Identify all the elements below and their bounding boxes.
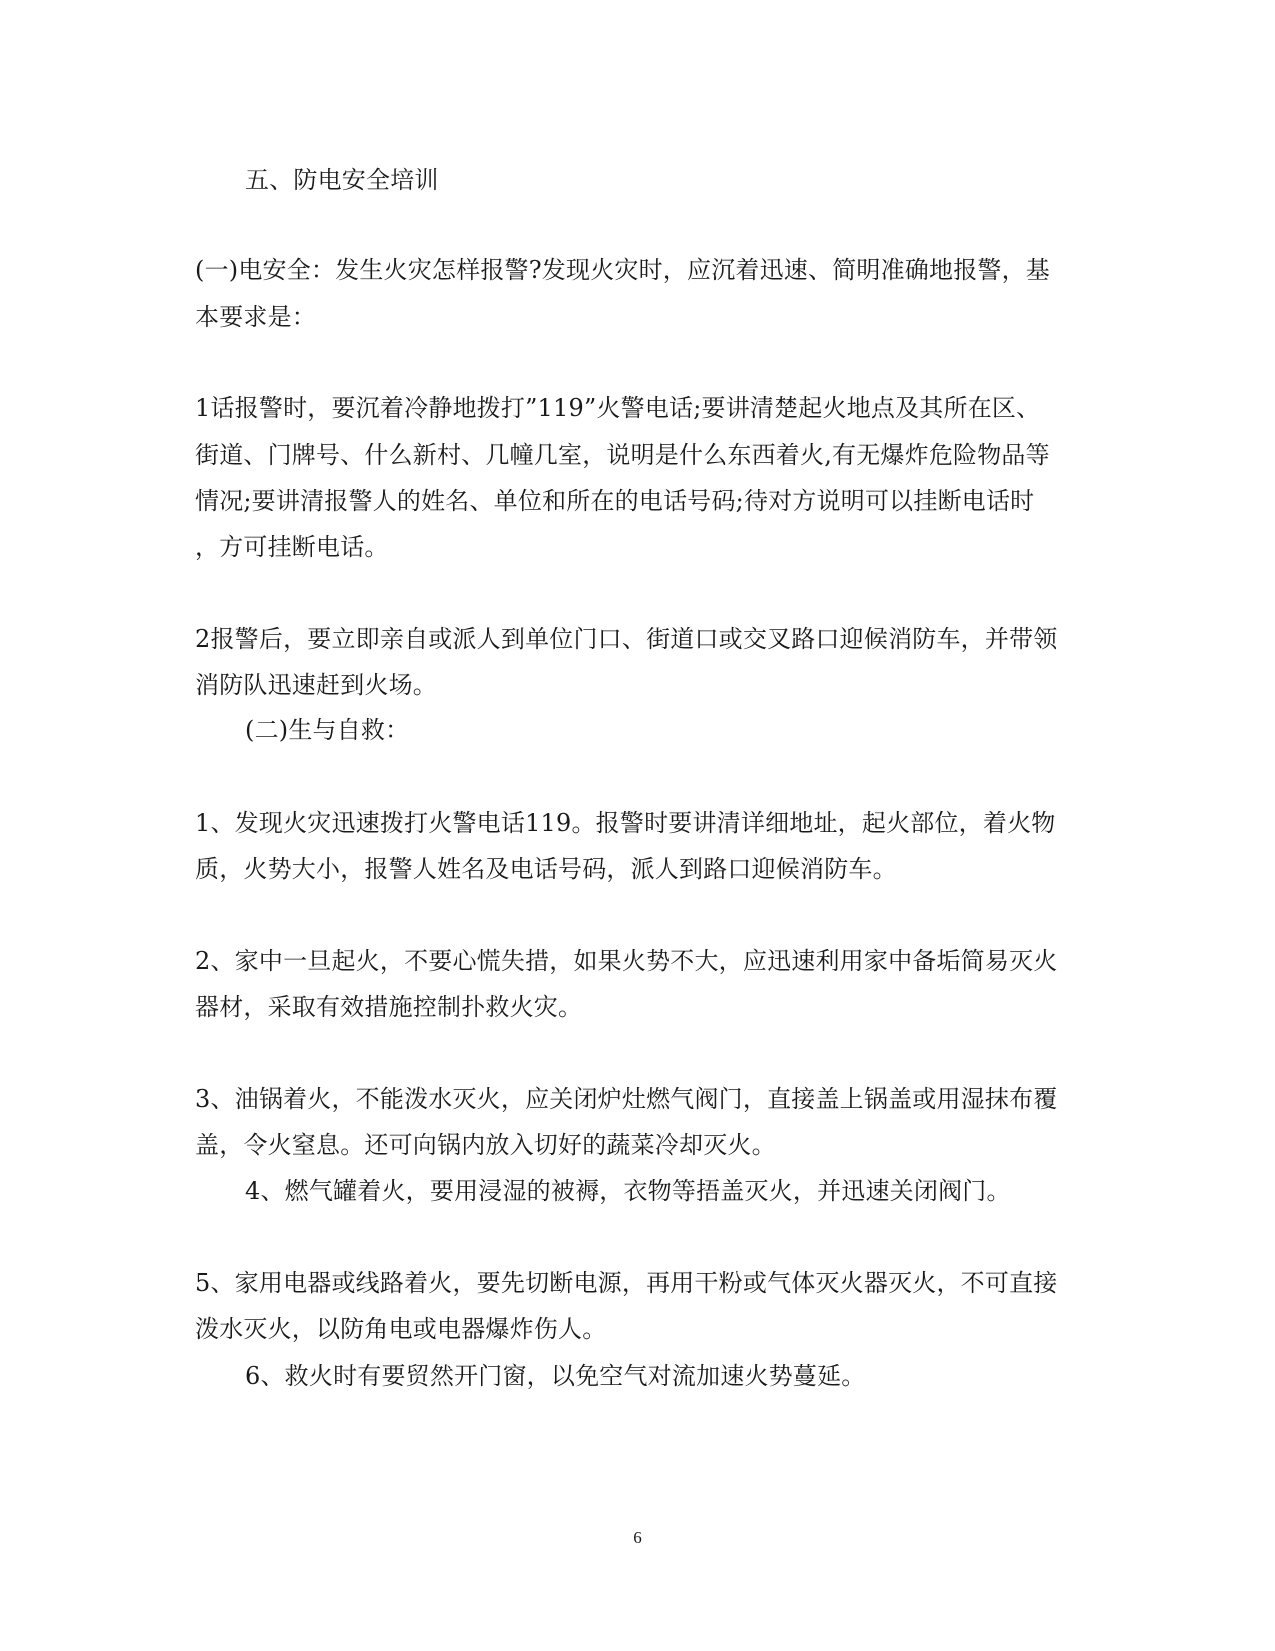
section2-item2-line2: 器材，采取有效措施控制扑救火灾。	[195, 993, 583, 1021]
section1-item1-line3: 情况;要讲清报警人的姓名、单位和所在的电话号码;待对方说明可以挂断电话时	[195, 487, 1035, 515]
page-number: 6	[633, 1528, 642, 1547]
section2-item4: 4、燃气罐着火，要用浸湿的被褥，衣物等捂盖灭火，并迅速关闭阀门。	[245, 1177, 1011, 1205]
section1-item2-line1: 2报警后，要立即亲自或派人到单位门口、街道口或交叉路口迎候消防车，并带领	[195, 625, 1058, 653]
section2-item3-line2: 盖，令火窒息。还可向锅内放入切好的蔬菜冷却灭火。	[195, 1131, 776, 1159]
section2-item5-line1: 5、家用电器或线路着火，要先切断电源，再用干粉或气体灭火器灭火，不可直接	[195, 1269, 1058, 1297]
section1-title-line2: 本要求是：	[195, 303, 316, 331]
section2-item1-line1: 1、发现火灾迅速拨打火警电话119。报警时要讲清详细地址，起火部位，着火物	[195, 809, 1056, 837]
section1-item1-line4: ，方可挂断电话。	[195, 533, 389, 561]
section1-item2-line2: 消防队迅速赶到火场。	[195, 671, 437, 699]
section1-title-line1: (一)电安全：发生火灾怎样报警?发现火灾时，应沉着迅速、简明准确地报警，基	[195, 256, 1050, 284]
section1-item1-line1: 1话报警时，要沉着冷静地拨打”119”火警电话;要讲清楚起火地点及其所在区、	[195, 394, 1041, 422]
section2-item5-line2: 泼水灭火，以防角电或电器爆炸伤人。	[195, 1315, 607, 1343]
section-heading: 五、防电安全培训	[245, 166, 439, 194]
section2-item2-line1: 2、家中一旦起火，不要心慌失措，如果火势不大，应迅速利用家中备垢简易灭火	[195, 947, 1058, 975]
section2-item3-line1: 3、油锅着火，不能泼水灭火，应关闭炉灶燃气阀门，直接盖上锅盖或用湿抹布覆	[195, 1085, 1058, 1113]
section2-item1-line2: 质，火势大小，报警人姓名及电话号码，派人到路口迎候消防车。	[195, 855, 897, 883]
section2-item6: 6、救火时有要贸然开门窗，以免空气对流加速火势蔓延。	[245, 1362, 866, 1390]
section1-item1-line2: 街道、门牌号、什么新村、几幢几室，说明是什么东西着火,有无爆炸危险物品等	[195, 441, 1050, 469]
section2-title: (二)生与自救：	[245, 716, 410, 744]
